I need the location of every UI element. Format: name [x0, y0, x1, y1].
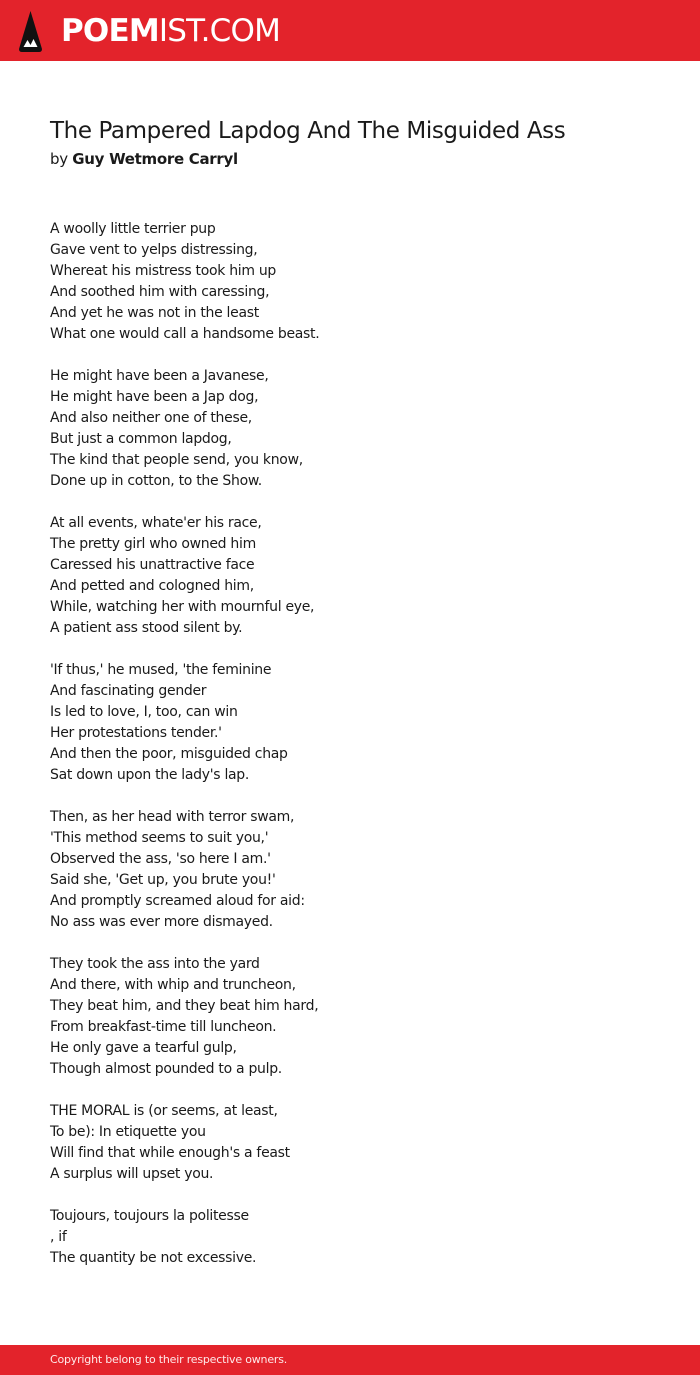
poem-line: They took the ass into the yard: [50, 956, 260, 972]
poem-line: The pretty girl who owned him: [50, 536, 256, 552]
poem-line: To be): In etiquette you: [50, 1124, 206, 1140]
poem-line: Said she, 'Get up, you brute you!': [50, 872, 276, 888]
site-logo[interactable]: [18, 9, 280, 53]
poem-line: 'If thus,' he mused, 'the feminine: [50, 662, 272, 678]
poem-body: [50, 219, 650, 1290]
poem-line: But just a common lapdog,: [50, 431, 232, 447]
poem-line: Though almost pounded to a pulp.: [50, 1061, 282, 1077]
pencil-icon: [18, 10, 43, 53]
poem-line: And petted and cologned him,: [50, 578, 254, 594]
poem-line: From breakfast-time till luncheon.: [50, 1019, 277, 1035]
poem-line: Toujours, toujours la politesse: [50, 1208, 249, 1224]
site-footer: [0, 1345, 700, 1375]
stanza: [50, 1101, 650, 1185]
poem-line: No ass was ever more dismayed.: [50, 914, 273, 930]
poem-title: The Pampered Lapdog And The Misguided Ass: [50, 118, 566, 144]
copyright-text: Copyright belong to their respective owners.: [50, 1353, 288, 1366]
poem-line: The kind that people send, you know,: [50, 452, 303, 468]
poem-line: And fascinating gender: [50, 683, 207, 699]
poem-line: Gave vent to yelps distressing,: [50, 242, 258, 258]
poem-line: Sat down upon the lady's lap.: [50, 767, 250, 783]
poem-line: And there, with whip and truncheon,: [50, 977, 296, 993]
author-name[interactable]: Guy Wetmore Carryl: [72, 150, 238, 168]
poem-line: THE MORAL is (or seems, at least,: [50, 1103, 278, 1119]
poem-line: And yet he was not in the least: [50, 305, 259, 321]
poem-line: What one would call a handsome beast.: [50, 326, 320, 342]
poem-line: He might have been a Javanese,: [50, 368, 269, 384]
poem-line: Caressed his unattractive face: [50, 557, 255, 573]
stanza: [50, 660, 650, 786]
site-header: [0, 0, 700, 61]
poem-line: He might have been a Jap dog,: [50, 389, 259, 405]
logo-text-light: IST.COM: [158, 12, 281, 49]
stanza: [50, 807, 650, 933]
poem-line: And promptly screamed aloud for aid:: [50, 893, 305, 909]
byline: [50, 148, 238, 170]
logo-text: [61, 12, 281, 49]
by-label: by: [50, 150, 68, 168]
stanza: [50, 1206, 650, 1269]
stanza: [50, 219, 650, 345]
poem-line: He only gave a tearful gulp,: [50, 1040, 237, 1056]
poem-line: A patient ass stood silent by.: [50, 620, 243, 636]
poem-line: Done up in cotton, to the Show.: [50, 473, 262, 489]
poem-line: Is led to love, I, too, can win: [50, 704, 238, 720]
poem-line: And then the poor, misguided chap: [50, 746, 288, 762]
poem-line: Her protestations tender.': [50, 725, 222, 741]
stanza: [50, 954, 650, 1080]
poem-line: While, watching her with mournful eye,: [50, 599, 315, 615]
poem-line: And also neither one of these,: [50, 410, 252, 426]
poem-line: At all events, whate'er his race,: [50, 515, 262, 531]
poem-line: , if: [50, 1229, 67, 1245]
stanza: [50, 513, 650, 639]
poem-line: The quantity be not excessive.: [50, 1250, 257, 1266]
poem-line: A woolly little terrier pup: [50, 221, 216, 237]
poem-line: Observed the ass, 'so here I am.': [50, 851, 271, 867]
poem-line: Will find that while enough's a feast: [50, 1145, 290, 1161]
stanza: [50, 366, 650, 492]
poem-line: 'This method seems to suit you,': [50, 830, 269, 846]
poem-line: Then, as her head with terror swam,: [50, 809, 295, 825]
poem-line: A surplus will upset you.: [50, 1166, 214, 1182]
poem-line: They beat him, and they beat him hard,: [50, 998, 319, 1014]
poem-line: Whereat his mistress took him up: [50, 263, 277, 279]
poem-line: And soothed him with caressing,: [50, 284, 270, 300]
logo-text-strong: POEM: [61, 12, 159, 49]
